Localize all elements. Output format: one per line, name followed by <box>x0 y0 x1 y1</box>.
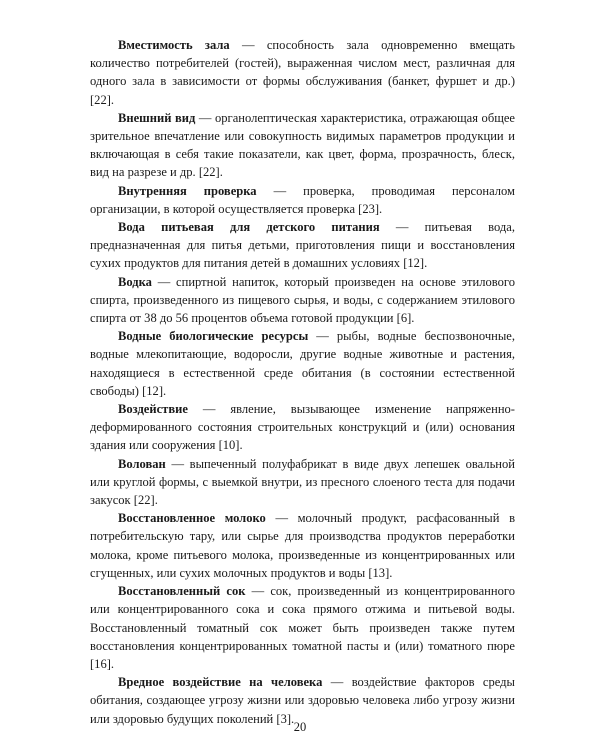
entry-vmestimost-zala <box>90 36 515 109</box>
term: Водка <box>118 274 152 289</box>
term: Внутренняя проверка <box>118 183 257 198</box>
term: Воздействие <box>118 402 188 417</box>
definition: — выпеченный полуфабрикат в виде двух лепешек овальной или круглой формы, с выемкой внутри, из пресного слоеного теста для подачи закусок [22]. <box>90 456 515 508</box>
definition: — питьевая вода, предназначенная для питья детьми, приготовления пищи и восстановления сухих продуктов для питания детей в домашних условиях [12]. <box>90 220 515 271</box>
entry-vodnye-resursy <box>90 327 515 400</box>
entry-vosstanovlennyy-sok <box>90 582 515 673</box>
definition: — органолептическая характеристика, отражающая общее зрительное впечатление или совокупность видимых параметров продукции и включающая в себя такие показатели, как цвет, форма, прозрачность, блеск, вид на разрезе и др. [22]. <box>90 110 516 180</box>
definition: — сок, произведенный из концентрированного или концентрированного сока и сока прямого отжима и питьевой воды. Восстановленный томатный сок может быть произведен также путем восстановления концентрированных томатной пасты и (или) томатного пюре [16]. <box>90 584 515 671</box>
term: Внешний вид <box>118 110 196 125</box>
term: Восстановленный сок <box>118 584 246 599</box>
document-body <box>90 36 515 728</box>
definition: — явление, вызывающее изменение напряженно-деформированного состояния строительных конструкций и (или) основания здания или сооружения [10]. <box>90 402 515 453</box>
term: Вредное воздействие на человека <box>118 675 323 690</box>
definition: — молочный продукт, расфасованный в потребительскую тару, или сырье для производства продуктов переработки молока, кроме питьевого молока, произведенные из концентрированных или сгущенных, или сухих молочных продуктов и воды [13]. <box>90 511 515 580</box>
entry-vnutrennyaya-proverka <box>90 182 515 218</box>
entry-vneshniy-vid <box>90 109 515 182</box>
term: Вместимость зала <box>118 38 230 52</box>
term: Восстановленное молоко <box>118 511 266 526</box>
definition: — рыбы, водные беспозвоночные, водные млекопитающие, водоросли, другие водные животные и растения, находящиеся в естественной среде обитания (в состоянии естественной свободы) [12]. <box>90 329 515 398</box>
definition: — воздействие факторов среды обитания, создающее угрозу жизни или здоровью человека либо угрозу жизни или здоровью будущих поколений [3]. <box>90 675 515 726</box>
term: Вода питьевая для детского питания <box>118 220 380 235</box>
definition: — способность зала одновременно вмещать количество потребителей (гостей), выраженная числом мест, различная для одного зала в зависимости от формы обслуживания (банкет, фуршет и др.) [22]. <box>90 38 515 107</box>
definition: — спиртной напиток, который произведен на основе этилового спирта, произведенного из пищевого сырья, и воды, с содержанием этилового спирта от 38 до 56 процентов объема готовой продукции [6]. <box>90 274 515 326</box>
page-number: 20 <box>293 720 307 734</box>
entry-volovan <box>90 455 515 510</box>
entry-vodka <box>90 273 515 328</box>
term: Водные биологические ресурсы <box>118 329 309 344</box>
definition: — проверка, проводимая персоналом организации, в которой осуществляется проверка [23]. <box>90 183 515 216</box>
term: Волован <box>118 456 166 471</box>
entry-voda-pitevaya <box>90 218 515 273</box>
entry-vozdeystvie <box>90 400 515 455</box>
entry-vosstanovlennoe-moloko <box>90 509 515 582</box>
